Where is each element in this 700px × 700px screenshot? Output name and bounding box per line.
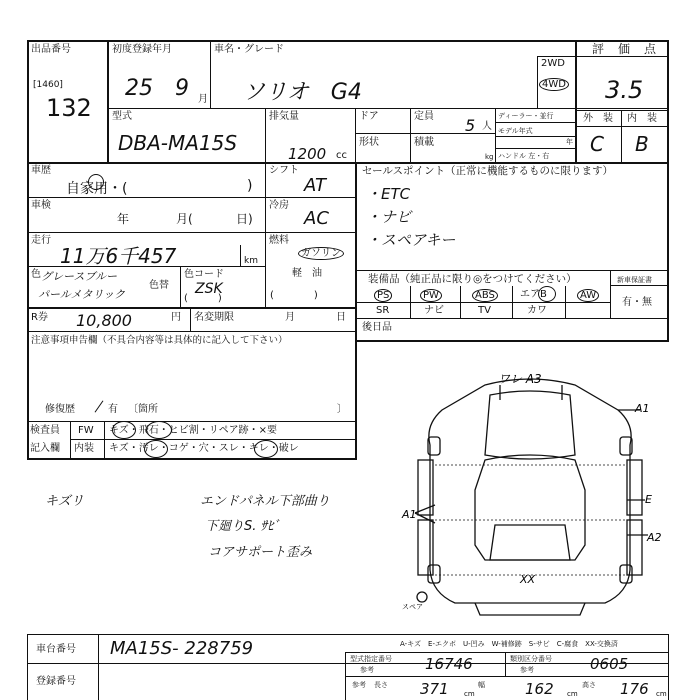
row-line xyxy=(27,162,667,164)
load-label: 積載 xyxy=(414,137,434,148)
color-value-line2: パールメタリック xyxy=(38,288,126,301)
fuel-diesel: 軽 油 xyxy=(292,268,322,279)
row-line xyxy=(345,676,669,677)
warranty-label: 新車保証書 xyxy=(617,276,652,284)
row-line xyxy=(537,56,575,57)
col-line xyxy=(98,634,99,700)
score-value: 3.5 xyxy=(605,76,644,104)
col-line xyxy=(460,286,461,318)
sales-item-1: ・ETC xyxy=(366,185,411,203)
lot-sub: [1460] xyxy=(33,80,63,90)
type-num-value: 16746 xyxy=(425,655,473,673)
mark-xx: XX xyxy=(520,573,536,586)
type-num-label: 型式指定番号 xyxy=(350,655,392,663)
int-circle-2 xyxy=(254,440,278,458)
rear-seat-label: 後日品 xyxy=(362,322,392,333)
row-line xyxy=(70,439,357,440)
ac-value: AC xyxy=(304,208,329,229)
car-diagram xyxy=(390,365,670,620)
row-line xyxy=(27,307,357,309)
shift-label: シフト xyxy=(269,165,299,176)
row-line xyxy=(265,197,355,198)
fuel-label: 燃料 xyxy=(269,235,289,246)
int-circle-1 xyxy=(144,440,168,458)
col-line xyxy=(410,286,411,318)
recycle-unit: 円 xyxy=(171,312,181,323)
col-line xyxy=(575,40,577,162)
row-line xyxy=(495,148,575,149)
col-line xyxy=(210,40,211,108)
first-reg-month: 9 xyxy=(175,76,189,101)
col-line xyxy=(621,110,622,162)
col-line xyxy=(190,307,191,331)
mark-a1-left: A1 xyxy=(402,508,417,521)
height-unit: cm xyxy=(656,690,667,698)
inspection-label: 車検 xyxy=(31,200,51,211)
history-value: 自家用・( xyxy=(66,181,128,197)
history-close: ) xyxy=(247,178,253,194)
dealer-label: ディーラー・並行 xyxy=(498,112,554,120)
col-line xyxy=(265,108,266,162)
inspection-day-unit: 日) xyxy=(236,212,253,226)
first-reg-label: 初度登録年月 xyxy=(112,44,172,55)
disp-unit: cc xyxy=(336,150,347,161)
row-line xyxy=(27,634,669,635)
row-line xyxy=(357,318,667,319)
damage-legend: A-キズ E-エクボ U-凹み W-補修跡 S-サビ C-腐食 XX-交換済 xyxy=(400,640,618,648)
row-line xyxy=(265,232,355,233)
shape-label: 形状 xyxy=(359,137,379,148)
equip-tv: TV xyxy=(478,305,491,316)
dim-ref: 参考 xyxy=(352,681,366,689)
capacity-label: 定員 xyxy=(414,111,434,122)
mileage-unit: km xyxy=(244,256,258,266)
color-code-label: 色コード xyxy=(184,269,224,280)
car-name-label: 車名・グレード xyxy=(214,44,284,55)
row-line xyxy=(27,421,357,422)
row-line xyxy=(345,652,669,653)
row-line xyxy=(107,108,667,109)
note-right-1: エンドパネル下部曲り xyxy=(200,494,330,509)
load-unit: kg xyxy=(485,153,494,161)
col-line xyxy=(512,286,513,318)
col-line xyxy=(495,108,496,162)
row-line xyxy=(357,270,667,271)
handle-label: ハンドル 左・右 xyxy=(498,152,550,160)
equip-ps: PS xyxy=(374,289,392,302)
chassis-label: 車台番号 xyxy=(36,644,76,655)
door-label: ドア xyxy=(359,111,379,122)
lot-number: 132 xyxy=(46,94,92,122)
col-line xyxy=(265,162,266,307)
note-right-3: コアサポート歪み xyxy=(208,545,313,560)
mark-a3: ワレ A3 xyxy=(498,372,542,386)
col-line xyxy=(27,634,28,700)
mark-a2: A2 xyxy=(647,531,662,544)
equip-aw: AW xyxy=(577,289,599,302)
ext-label: 外 装 xyxy=(583,113,613,124)
frame-top xyxy=(27,40,667,42)
row-line xyxy=(27,663,669,664)
height-value: 176 xyxy=(620,680,649,698)
col-line xyxy=(565,286,566,318)
drive-2wd: 2WD xyxy=(541,58,565,69)
type-num-ref: 参考 xyxy=(360,666,374,674)
sales-item-3: ・スペアキー xyxy=(366,231,456,249)
disp-label: 排気量 xyxy=(269,111,299,122)
sales-label: セールスポイント（正常に機能するものに限ります） xyxy=(362,165,614,177)
row-line xyxy=(575,56,667,57)
frame-right xyxy=(667,40,669,340)
fuel-gas: ガソリン xyxy=(298,247,344,260)
row-line xyxy=(357,340,669,342)
inspector-label-1: 検査員 xyxy=(30,425,60,436)
ac-label: 冷房 xyxy=(269,200,289,211)
width-value: 162 xyxy=(525,680,554,698)
col-line xyxy=(107,40,109,162)
color-code-value: ZSK xyxy=(195,281,223,297)
inspection-year-unit: 年 xyxy=(117,212,130,226)
color-label: 色 xyxy=(31,269,41,280)
row-line xyxy=(27,232,265,233)
notes-label: 注意事項申告欄（不具合内容等は具体的に記入して下さい） xyxy=(31,335,288,346)
mileage-value: 11万6千457 xyxy=(60,244,177,268)
inspector-fw-label: FW xyxy=(78,425,94,436)
col-line xyxy=(610,270,611,318)
inspector-label-2: 記入欄 xyxy=(30,443,60,454)
drive-4wd: 4WD xyxy=(539,78,569,91)
fw-circle-1 xyxy=(112,421,136,439)
color-change-label: 色替 xyxy=(149,280,169,291)
inspector-int-items: キズ・汚レ・コゲ・穴・スレ・キレ・破レ xyxy=(109,443,299,454)
repair-place: 〔箇所 xyxy=(128,404,158,415)
repair-label: 修復歴 xyxy=(45,404,75,415)
capacity-value: 5 xyxy=(465,116,476,135)
class-num-ref: 参考 xyxy=(520,666,534,674)
name-change-month: 月 xyxy=(285,312,295,323)
fw-circle-2 xyxy=(146,421,172,439)
inspector-int-label: 内装 xyxy=(74,443,94,454)
capacity-unit: 人 xyxy=(482,121,492,132)
car-name-value: ソリオ G4 xyxy=(243,80,362,105)
int-value: B xyxy=(635,132,649,156)
equip-pw: PW xyxy=(420,289,442,302)
length-label: 長さ xyxy=(374,681,388,689)
length-value: 371 xyxy=(420,680,449,698)
row-line xyxy=(27,331,357,332)
row-line xyxy=(27,197,265,198)
note-left: キズリ xyxy=(45,494,84,509)
mileage-label: 走行 xyxy=(31,235,51,246)
col-line xyxy=(537,56,538,108)
col-line xyxy=(355,108,356,162)
first-reg-month-unit: 月 xyxy=(198,94,208,105)
row-line xyxy=(495,122,575,123)
airbag-circle xyxy=(538,286,556,302)
equip-leather: カワ xyxy=(527,305,547,316)
history-circle xyxy=(88,174,104,190)
row-line xyxy=(495,136,575,137)
col-line xyxy=(668,634,669,700)
note-right-2: 下廻りS. ｻﾋﾞ xyxy=(205,519,281,534)
length-unit: cm xyxy=(464,690,475,698)
equipment-label: 装備品（純正品に限り◎をつけてください） xyxy=(368,273,577,285)
mark-a1-top: A1 xyxy=(635,402,650,415)
inspector-fw-items: キズ・飛石・ヒビ割・リペア跡・×要 xyxy=(109,425,277,436)
col-line xyxy=(180,266,181,307)
model-year-label: モデル年式 xyxy=(498,127,533,135)
col-line xyxy=(410,108,411,162)
color-value-line1: グレースブルー xyxy=(41,270,118,283)
sales-item-2: ・ナビ xyxy=(366,208,412,226)
repair-value: 有 xyxy=(108,404,118,415)
row-line xyxy=(610,285,667,286)
equip-navi: ナビ xyxy=(424,305,444,316)
color-code-paren: ( ) xyxy=(184,293,222,304)
equip-sr: SR xyxy=(376,305,390,316)
equip-airbag: エアB xyxy=(520,289,547,300)
type-value: DBA-MA15S xyxy=(118,131,238,155)
inspection-month-unit: 月( xyxy=(176,212,193,226)
row-line xyxy=(357,302,610,303)
width-unit: cm xyxy=(567,690,578,698)
score-label: 評 価 点 xyxy=(592,42,658,56)
repair-close: 〕 xyxy=(337,404,347,415)
name-change-day: 日 xyxy=(336,312,346,323)
int-label: 内 装 xyxy=(627,113,657,124)
history-label: 車歴 xyxy=(31,165,51,176)
col-line xyxy=(505,652,506,676)
ext-value: C xyxy=(590,132,604,156)
reg-label: 登録番号 xyxy=(36,676,76,687)
recycle-value: 10,800 xyxy=(76,311,132,330)
shift-value: AT xyxy=(304,175,326,196)
lot-label: 出品番号 xyxy=(31,44,71,55)
mark-e: E xyxy=(645,493,652,506)
repair-strike xyxy=(95,400,104,412)
model-year-unit: 年 xyxy=(566,138,573,146)
equip-abs: ABS xyxy=(472,289,498,302)
warranty-value: 有・無 xyxy=(622,297,652,308)
col-line xyxy=(355,162,357,458)
name-change-label: 名変期限 xyxy=(194,312,234,323)
row-line xyxy=(27,458,357,460)
class-num-label: 類別区分番号 xyxy=(510,655,552,663)
chassis-value: MA15S- 228759 xyxy=(110,638,254,659)
width-label: 幅 xyxy=(478,681,485,689)
fuel-paren: ( ) xyxy=(270,290,318,301)
disp-value: 1200 xyxy=(288,145,327,163)
frame-left xyxy=(27,40,29,458)
type-label: 型式 xyxy=(112,111,132,122)
height-label: 高さ xyxy=(582,681,596,689)
col-line xyxy=(240,245,241,266)
recycle-label: R券 xyxy=(31,312,48,323)
spare-label: スペア xyxy=(402,603,423,611)
class-num-value: 0605 xyxy=(590,655,629,673)
first-reg-year: 25 xyxy=(125,76,153,101)
